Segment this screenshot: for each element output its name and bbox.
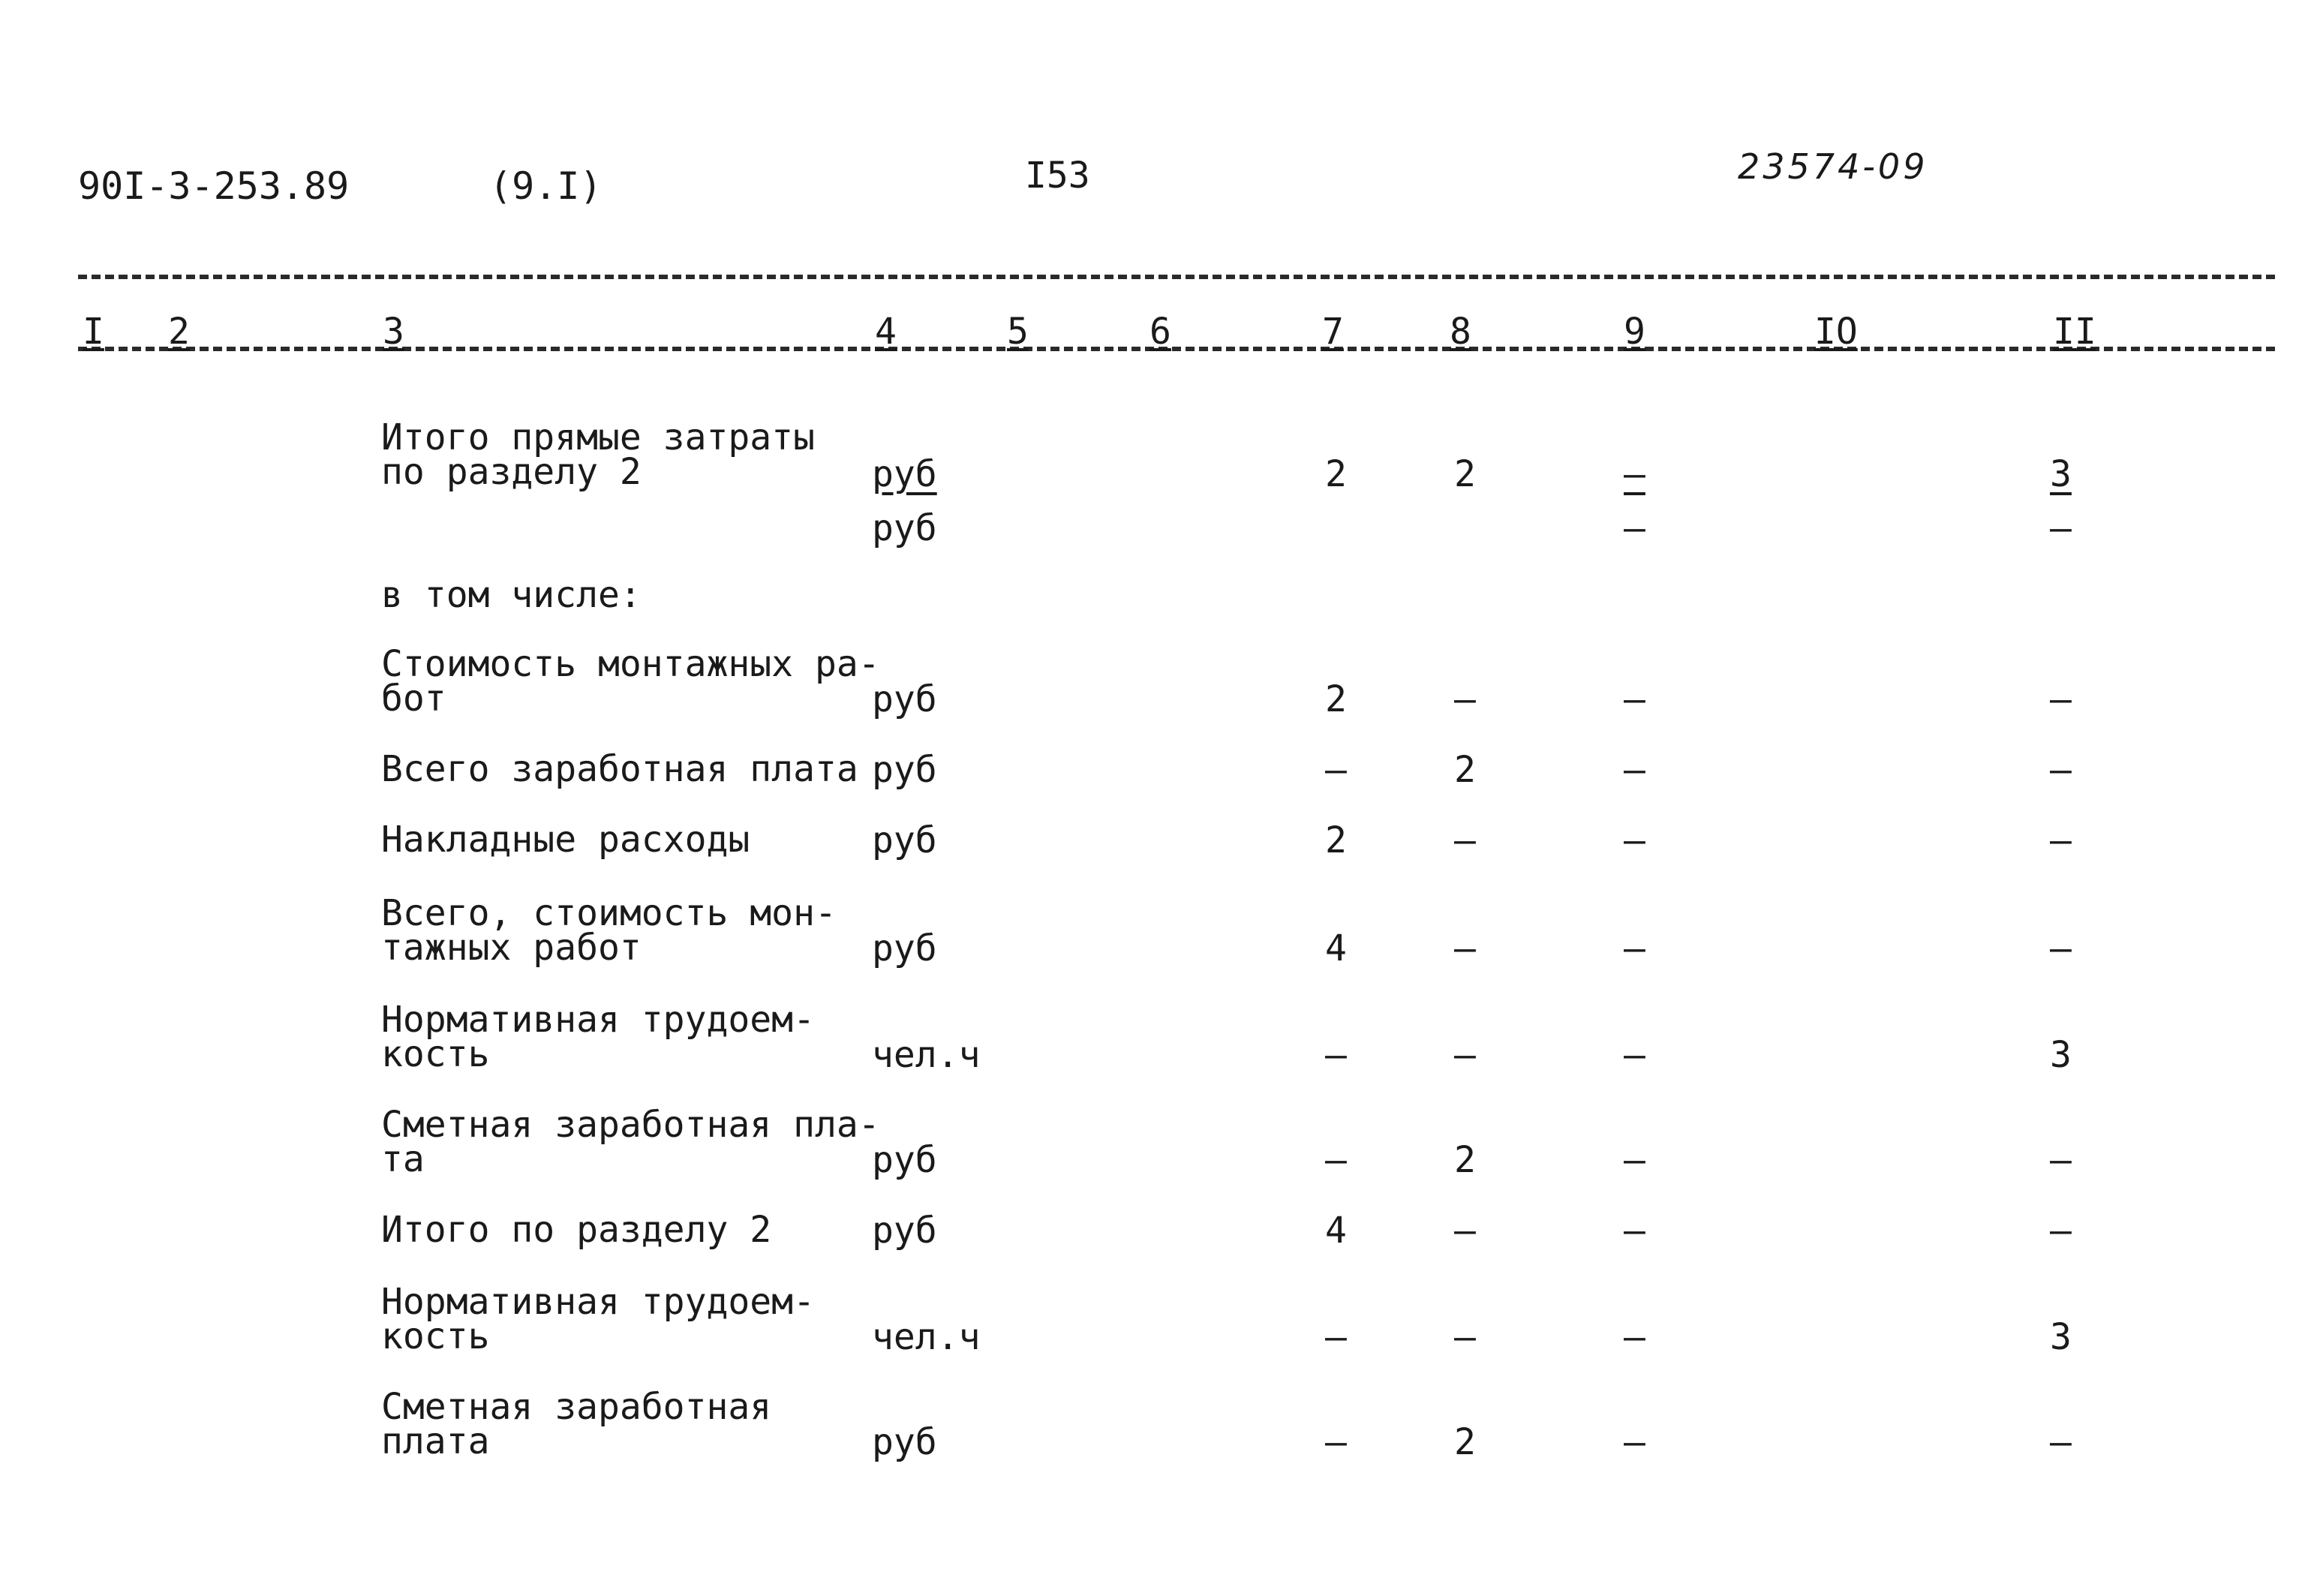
- row-value-col11: –: [2050, 819, 2072, 861]
- row-value-col7: 2: [1325, 678, 1347, 720]
- column-number-1: I: [83, 311, 104, 353]
- row-unit: руб: [872, 927, 937, 969]
- row-value-col11: –: [2050, 1139, 2072, 1181]
- row-value-col11: –: [2050, 1421, 2072, 1463]
- row-value-col9: –: [1624, 819, 1645, 861]
- row-unit: руб: [872, 1421, 937, 1463]
- column-number-7: 7: [1322, 311, 1344, 353]
- row-value-col7: –: [1325, 1316, 1347, 1358]
- row-label: Нормативная трудоем- кость: [381, 1281, 815, 1357]
- row-value-col9: –: [1624, 1210, 1645, 1252]
- row-value-col11: 3: [2050, 1316, 2072, 1358]
- row-value-col11: –: [2050, 507, 2072, 549]
- column-number-4: 4: [875, 311, 897, 353]
- row-value-col11: –: [2050, 1210, 2072, 1252]
- row-unit: чел.ч: [872, 1034, 981, 1076]
- column-number-3: 3: [383, 311, 404, 353]
- row-value-col8: 2: [1454, 749, 1476, 791]
- row-value-col7: –: [1325, 749, 1347, 791]
- row-value-col9: –: [1624, 507, 1645, 549]
- row-value-col9: –: [1624, 453, 1645, 495]
- row-unit: руб: [872, 453, 937, 495]
- section-number: (9.I): [489, 164, 603, 208]
- row-value-col8: –: [1454, 819, 1476, 861]
- row-value-col8: 2: [1454, 1139, 1476, 1181]
- row-label: Итого прямые затраты по разделу 2: [381, 416, 815, 493]
- row-value-col11: 3: [2050, 1034, 2072, 1076]
- row-value-col9: –: [1624, 1421, 1645, 1463]
- document-code: 90I-3-253.89: [78, 164, 350, 208]
- row-value-col9: –: [1624, 927, 1645, 969]
- row-unit: руб: [872, 507, 937, 549]
- row-value-col8: –: [1454, 927, 1476, 969]
- column-number-10: IO: [1814, 311, 1858, 353]
- row-value-col8: 2: [1454, 1421, 1476, 1463]
- row-value-col8: –: [1454, 1034, 1476, 1076]
- row-value-col9: –: [1624, 1316, 1645, 1358]
- row-value-col7: 2: [1325, 819, 1347, 861]
- row-label: Накладные расходы: [381, 819, 750, 861]
- row-label: Сметная заработная плата: [381, 1386, 772, 1462]
- row-value-col9: –: [1624, 1139, 1645, 1181]
- row-label: Стоимость монтажных ра- бот: [381, 643, 880, 720]
- row-label: Всего заработная плата: [381, 748, 858, 790]
- row-value-col11: –: [2050, 678, 2072, 720]
- row-value-col8: –: [1454, 1210, 1476, 1252]
- row-value-col7: –: [1325, 1139, 1347, 1181]
- archive-number: 23574-09: [1738, 146, 1928, 187]
- row-value-col7: 4: [1325, 927, 1347, 969]
- row-label: Итого по разделу 2: [381, 1209, 772, 1251]
- row-value-col11: –: [2050, 927, 2072, 969]
- row-unit: руб: [872, 678, 937, 720]
- column-number-5: 5: [1007, 311, 1029, 353]
- row-value-col8: –: [1454, 1316, 1476, 1358]
- page-number: I53: [1025, 155, 1090, 197]
- row-value-col11: 3: [2050, 453, 2072, 495]
- top-dashed-rule: [78, 275, 2275, 279]
- row-value-col7: –: [1325, 1034, 1347, 1076]
- row-label: Всего, стоимость мон- тажных работ: [381, 892, 837, 969]
- row-unit: руб: [872, 1139, 937, 1181]
- row-unit: руб: [872, 819, 937, 861]
- column-number-9: 9: [1624, 311, 1645, 353]
- row-value-col7: 2: [1325, 453, 1347, 495]
- column-number-11: II: [2053, 311, 2096, 353]
- header-dashed-rule: [78, 347, 2275, 351]
- row-value-col9: –: [1624, 749, 1645, 791]
- row-value-col11: –: [2050, 749, 2072, 791]
- column-number-2: 2: [168, 311, 190, 353]
- row-unit: руб: [872, 1210, 937, 1252]
- row-label: в том числе:: [381, 574, 642, 616]
- row-value-col9: –: [1624, 678, 1645, 720]
- column-number-8: 8: [1450, 311, 1471, 353]
- row-label: Сметная заработная пла- та: [381, 1104, 880, 1180]
- column-number-6: 6: [1149, 311, 1171, 353]
- row-unit: чел.ч: [872, 1316, 981, 1358]
- row-value-col9: –: [1624, 1034, 1645, 1076]
- row-value-col8: 2: [1454, 453, 1476, 495]
- row-value-col7: 4: [1325, 1210, 1347, 1252]
- row-value-col8: –: [1454, 678, 1476, 720]
- row-value-col7: –: [1325, 1421, 1347, 1463]
- row-unit: руб: [872, 749, 937, 791]
- row-label: Нормативная трудоем- кость: [381, 999, 815, 1075]
